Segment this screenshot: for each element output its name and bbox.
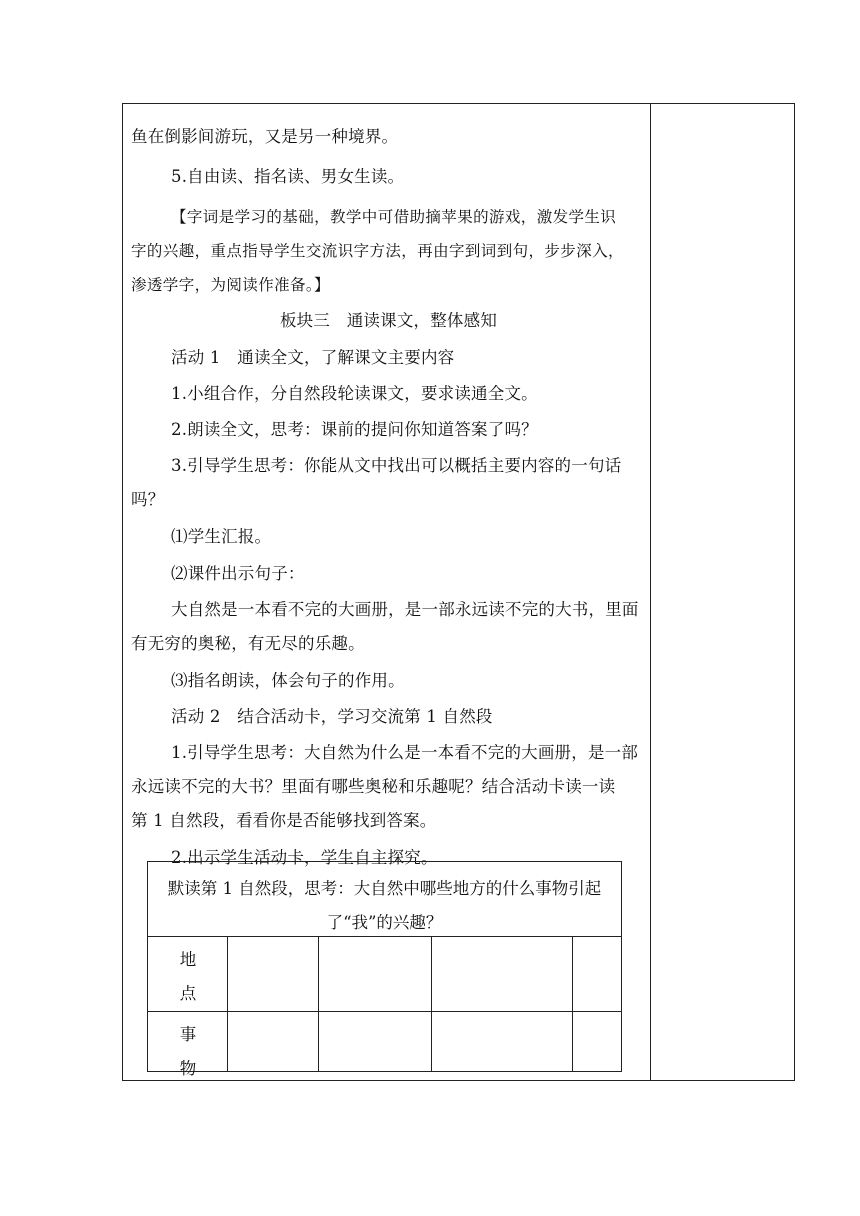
card-column-line [227,937,228,1071]
text-line: 鱼在倒影间游玩，又是另一种境界。 [131,127,399,146]
card-column-line [318,937,319,1071]
text-line: 永远读不完的大书？里面有哪些奥秘和乐趣呢？结合活动卡读一读 [131,777,616,796]
card-row-place [148,937,621,1012]
row-label: 地 [179,950,197,969]
card-column-line [572,937,573,1071]
section-title: 板块三 通读课文，整体感知 [279,311,498,330]
text-line: 第 1 自然段，看看你是否能够找到答案。 [131,811,437,830]
text-line: ⑵课件出示句子： [171,564,305,583]
text-line: 5.自由读、指名读、男女生读。 [171,167,405,186]
prompt-line: 了“我”的兴趣？ [326,913,443,932]
text-line: 1.引导学生思考：大自然为什么是一本看不完的大画册，是一部 [171,743,639,762]
design-note-line: 【字词是学习的基础，教学中可借助摘苹果的游戏，激发学生识 [171,208,617,226]
text-line: 2.朗读全文，思考：课前的提问你知道答案了吗？ [171,420,538,439]
card-row-thing [148,1012,621,1078]
text-line: 吗？ [131,490,165,509]
prompt-line: 默读第 1 自然段，思考：大自然中哪些地方的什么事物引起 [167,879,602,898]
text-line: ⑶指名朗读，体会句子的作用。 [171,671,405,690]
activity-card-prompt [148,862,621,937]
text-line: 2.出示学生活动卡，学生自主探究。 [171,848,438,867]
text-line: ⑴学生汇报。 [171,527,272,546]
row-label: 事 [179,1025,197,1044]
text-line: 1.小组合作，分自然段轮读课文，要求读通全文。 [171,384,538,403]
quote-line: 有无穷的奥秘，有无尽的乐趣。 [131,634,365,653]
text-line: 3.引导学生思考：你能从文中找出可以概括主要内容的一句话 [171,456,622,475]
lesson-plan-table [122,103,795,1081]
design-note-line: 字的兴趣，重点指导学生交流识字方法，再由字到词到句，步步深入， [131,242,624,260]
activity-title: 活动 2 结合活动卡，学习交流第 1 自然段 [171,707,493,726]
quote-line: 大自然是一本看不完的大画册，是一部永远读不完的大书，里面 [171,600,639,619]
activity-card-table [147,861,622,1078]
row-label: 点 [179,984,197,1003]
card-column-line [431,937,432,1071]
activity-title: 活动 1 通读全文，了解课文主要内容 [171,348,455,367]
design-note-line: 渗透学字，为阅读作准备。】 [131,276,330,294]
row-label: 物 [179,1059,197,1078]
column-divider [650,104,651,1080]
